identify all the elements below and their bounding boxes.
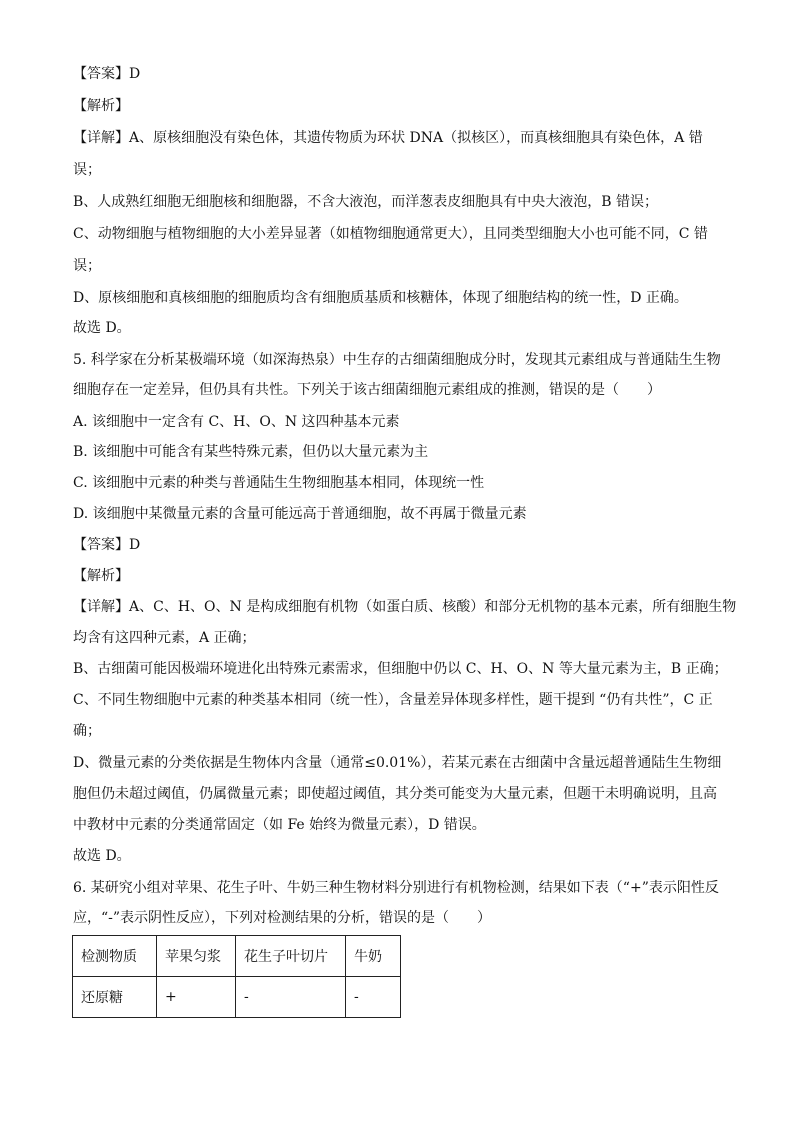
q5-conclusion: 故选 D。 [73, 848, 131, 864]
table-row [73, 977, 401, 1018]
q5-detail-d-line1: D、微量元素的分类依据是生物体内含量（通常≤0.01%），若某元素在古细菌中含量远超普通陆生生物细 [73, 755, 722, 771]
table-header-cell: 牛奶 [346, 936, 401, 977]
table-cell: + [157, 977, 236, 1018]
table-cell: - [346, 977, 401, 1018]
table-cell: 还原糖 [73, 977, 157, 1018]
table-header-cell: 花生子叶切片 [236, 936, 346, 977]
table-header-cell: 检测物质 [73, 936, 157, 977]
q5-option-c: C. 该细胞中元素的种类与普通陆生生物细胞基本相同，体现统一性 [73, 475, 485, 491]
q4-detail-a-line1: 【详解】A、原核细胞没有染色体，其遗传物质为环状 DNA（拟核区），而真核细胞具有染色体，A 错 [73, 130, 703, 146]
q4-detail-c-line1: C、动物细胞与植物细胞的大小差异显著（如植物细胞通常更大），且同类型细胞大小也可能不同，C 错 [73, 226, 708, 242]
q4-detail-d: D、原核细胞和真核细胞的细胞质均含有细胞质基质和核糖体，体现了细胞结构的统一性，D 正确。 [73, 290, 688, 306]
q6-stem-line1: 6. 某研究小组对苹果、花生子叶、牛奶三种生物材料分别进行有机物检测，结果如下表（“+”表示阳性反 [73, 880, 719, 896]
q4-detail-b: B、人成熟红细胞无细胞核和细胞器，不含大液泡，而洋葱表皮细胞具有中央大液泡，B 错误； [73, 194, 659, 210]
q5-detail-c-line2: 确； [73, 723, 101, 739]
q5-option-d: D. 该细胞中某微量元素的含量可能远高于普通细胞，故不再属于微量元素 [73, 506, 527, 522]
detection-results-table [72, 935, 401, 1018]
q5-detail-d-line3: 中教材中元素的分类通常固定（如 Fe 始终为微量元素），D 错误。 [73, 817, 486, 833]
table-cell: - [236, 977, 346, 1018]
q4-conclusion: 故选 D。 [73, 320, 131, 336]
q5-stem-line1: 5. 科学家在分析某极端环境（如深海热泉）中生存的古细菌细胞成分时，发现其元素组成与普通陆生生物 [73, 352, 721, 368]
q5-detail-c-line1: C、不同生物细胞中元素的种类基本相同（统一性），含量差异体现多样性，题干提到 “仍有共性”，C 正 [73, 692, 713, 708]
q5-detail-a-line2: 均含有这四种元素，A 正确； [73, 630, 256, 646]
q5-option-a: A. 该细胞中一定含有 C、H、O、N 这四种基本元素 [73, 414, 400, 430]
table-header-row [73, 936, 401, 977]
table-header-cell: 苹果匀浆 [157, 936, 236, 977]
q5-detail-d-line2: 胞但仍未超过阈值，仍属微量元素；即使超过阈值，其分类可能变为大量元素，但题干未明确说明，且高 [73, 786, 717, 802]
q6-stem-line2: 应，“-”表示阴性反应），下列对检测结果的分析，错误的是（ ） [73, 910, 492, 926]
q5-answer: 【答案】D [73, 537, 141, 553]
q5-detail-b: B、古细菌可能因极端环境进化出特殊元素需求，但细胞中仍以 C、H、O、N 等大量元素为主，B 正确； [73, 661, 728, 677]
q5-stem-line2: 细胞存在一定差异，但仍具有共性。下列关于该古细菌细胞元素组成的推测，错误的是（ ） [73, 382, 661, 398]
q4-detail-a-line2: 误； [73, 162, 101, 178]
q5-detail-a-line1: 【详解】A、C、H、O、N 是构成细胞有机物（如蛋白质、核酸）和部分无机物的基本元素，所有细胞生物 [73, 599, 737, 615]
q5-option-b: B. 该细胞中可能含有某些特殊元素，但仍以大量元素为主 [73, 444, 429, 460]
q5-analysis-label: 【解析】 [73, 568, 129, 584]
q4-answer: 【答案】D [73, 66, 141, 82]
q4-analysis-label: 【解析】 [73, 98, 129, 114]
q4-detail-c-line2: 误； [73, 258, 101, 274]
